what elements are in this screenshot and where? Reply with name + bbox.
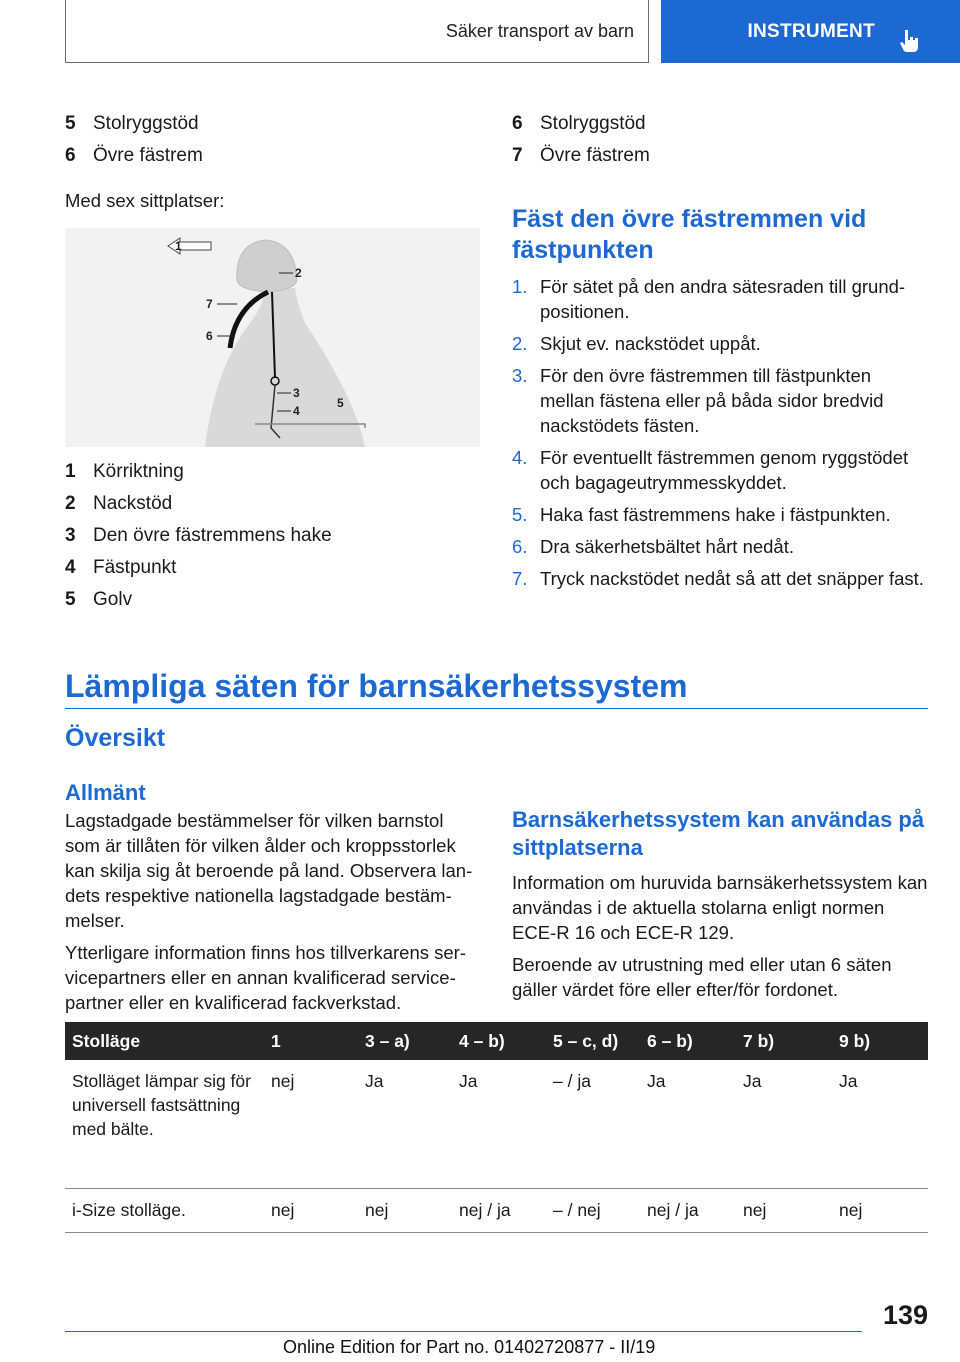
step-number: 1. [512, 276, 528, 297]
attach-heading: Fäst den övre fästremmen vid fästpunkten [512, 205, 867, 264]
table-cell: Ja [640, 1060, 736, 1188]
table-row [65, 1188, 928, 1232]
item-text: Övre fästrem [540, 145, 650, 166]
table-cell: nej [264, 1188, 358, 1232]
table-header-row [65, 1022, 928, 1060]
item-number: 6 [65, 145, 76, 166]
table-cell: Ja [832, 1060, 928, 1188]
general-text [65, 808, 477, 1015]
column-header: 6 – b) [640, 1022, 736, 1060]
step-item [512, 534, 928, 559]
headrest-illustration [65, 228, 480, 447]
step-number: 5. [512, 504, 528, 525]
step-text: Tryck nackstödet nedåt så att det snäpper fast. [540, 568, 924, 589]
table-cell: nej [358, 1188, 452, 1232]
main-title: Lämpliga säten för barnsäkerhetssystem [65, 668, 688, 704]
column-header: 1 [264, 1022, 358, 1060]
legend-text: Golv [93, 589, 133, 610]
step-number: 4. [512, 447, 528, 468]
step-item [512, 502, 928, 527]
table-row [65, 1060, 928, 1188]
legend-item [65, 520, 475, 552]
legend-text: Körriktning [93, 461, 184, 482]
legend-number: 5 [65, 589, 76, 610]
table-cell: nej [832, 1188, 928, 1232]
headrest-figure [65, 228, 480, 447]
callout-5: 5 [337, 396, 344, 410]
usable-heading: Barnsäkerhetssystem kan användas på sittplatserna [512, 807, 925, 860]
general-heading: Allmänt [65, 780, 146, 805]
callout-3: 3 [293, 386, 300, 400]
list-item [512, 108, 928, 140]
step-number: 7. [512, 568, 528, 589]
table-cell: – / nej [546, 1188, 640, 1232]
list-item [65, 140, 475, 172]
column-header: 4 – b) [452, 1022, 546, 1060]
legend-text: Nackstöd [93, 493, 173, 514]
item-number: 7 [512, 145, 523, 166]
section-title: Säker transport av barn [445, 20, 634, 41]
step-item [512, 274, 928, 324]
column-header: 5 – c, d) [546, 1022, 640, 1060]
table-cell: i-Size stolläge. [65, 1188, 264, 1232]
step-text: Dra säkerhetsbältet hårt nedåt. [540, 536, 795, 557]
table-cell: Ja [736, 1060, 832, 1188]
legend-item [65, 488, 475, 520]
usable-paragraph-2: Beroende av utrustning med eller utan 6 säten gäller värdet före eller efter/för fordonet. [512, 954, 892, 1000]
pointing-hand-icon [900, 29, 920, 53]
step-text: För den övre fästremmen till fästpunkten mellan fästena eller på båda sidor bredvid nackstödets fästen. [540, 365, 884, 436]
list-item [65, 108, 475, 140]
general-paragraph-2: Ytterligare information finns hos tillverkarens servicepartners eller en annan kvalificerad servicepartner eller en kvalificerad fackverkstad. [65, 942, 467, 1013]
chapter-title: INSTRUMENT [747, 20, 875, 42]
legend-item [65, 552, 475, 584]
step-text: Skjut ev. nackstödet uppåt. [540, 333, 761, 354]
legend-number: 2 [65, 493, 76, 514]
callout-2: 2 [295, 266, 302, 280]
page-number: 139 [882, 1300, 928, 1330]
section-tab[interactable] [65, 0, 649, 63]
general-paragraph-1: Lagstadgade bestämmelser för vilken barnstol som är tillåten för vilken ålder och kroppsstorlek kan skilja sig åt beroende på land. Observera landets respektive nationella lagstadgade bestämmelser. [65, 810, 473, 931]
footer-edition[interactable]: Online Edition for Part no. 01402720877 - II/19 [283, 1337, 656, 1357]
usable-paragraph-1: Information om huruvida barnsäkerhetssystem kan användas i de aktuella stolarna enligt normen ECE-R 16 och ECE-R 129. [512, 872, 928, 943]
step-number: 6. [512, 536, 528, 557]
seat-suitability-table [65, 1022, 928, 1233]
table-cell: Ja [358, 1060, 452, 1188]
seat-parts-list [65, 108, 475, 172]
table-cell: Ja [452, 1060, 546, 1188]
column-header: 3 – a) [358, 1022, 452, 1060]
legend-text: Fästpunkt [93, 557, 177, 578]
item-text: Stolryggstöd [540, 113, 646, 134]
callout-4: 4 [293, 404, 300, 418]
step-item [512, 566, 928, 591]
column-header: Stolläge [65, 1022, 264, 1060]
callout-6: 6 [206, 329, 213, 343]
legend-number: 1 [65, 461, 76, 482]
six-seats-label: Med sex sittplatser: [65, 190, 225, 211]
title-divider [65, 708, 928, 709]
callout-1: 1 [175, 239, 182, 253]
legend-number: 3 [65, 525, 76, 546]
step-number: 2. [512, 333, 528, 354]
table-cell: nej [736, 1188, 832, 1232]
column-header: 7 b) [736, 1022, 832, 1060]
item-text: Övre fästrem [93, 145, 203, 166]
attach-section [512, 204, 928, 598]
overview-heading: Översikt [65, 724, 166, 752]
step-item [512, 445, 928, 495]
item-number: 5 [65, 113, 76, 134]
step-item [512, 363, 928, 438]
callout-7: 7 [206, 297, 213, 311]
seat-parts-list-right [512, 108, 928, 172]
chapter-tab[interactable] [661, 0, 960, 63]
footer-divider [65, 1331, 862, 1332]
item-number: 6 [512, 113, 523, 134]
table-cell: nej / ja [640, 1188, 736, 1232]
column-header: 9 b) [832, 1022, 928, 1060]
step-text: För sätet på den andra sätesraden till grundpositionen. [540, 276, 906, 322]
usable-section [512, 806, 928, 1002]
legend-number: 4 [65, 557, 76, 578]
item-text: Stolryggstöd [93, 113, 199, 134]
legend-item [65, 584, 475, 616]
legend-text: Den övre fästremmens hake [93, 525, 332, 546]
step-text: För eventuellt fästremmen genom ryggstödet och bagageutrymmesskyddet. [540, 447, 909, 493]
table-cell: nej [264, 1060, 358, 1188]
list-item [512, 140, 928, 172]
legend-item [65, 456, 475, 488]
attach-steps [512, 274, 928, 591]
table-cell: – / ja [546, 1060, 640, 1188]
step-number: 3. [512, 365, 528, 386]
table-cell: nej / ja [452, 1188, 546, 1232]
step-item [512, 331, 928, 356]
figure-legend [65, 456, 475, 616]
table-cell: Stolläget lämpar sig för universell fastsättning med bälte. [65, 1060, 264, 1188]
step-text: Haka fast fästremmens hake i fästpunkten. [540, 504, 891, 525]
